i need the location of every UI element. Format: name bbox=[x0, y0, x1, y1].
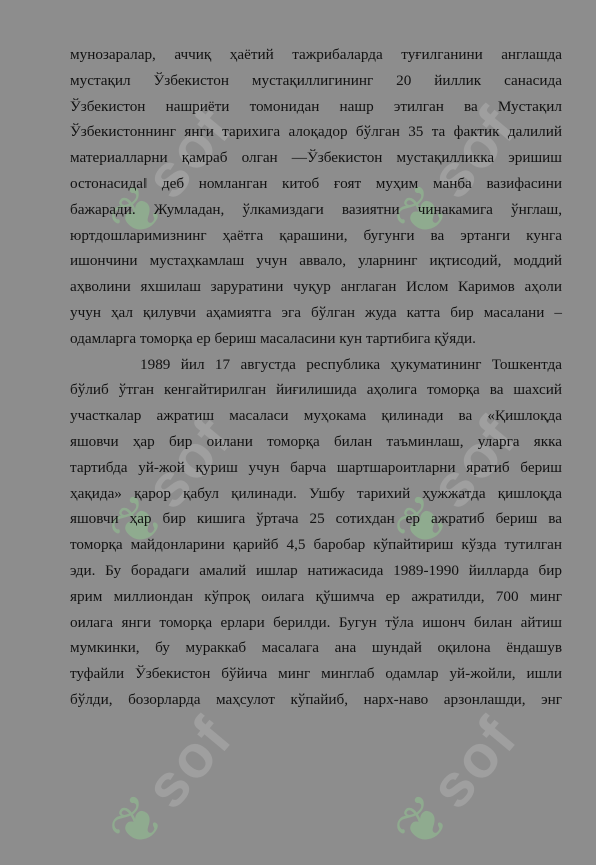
text-line: Ўзбекистон нашриёти томонидан нашр этилган ва Мустақил bbox=[70, 97, 562, 115]
text-line: яшовчи ҳар бир кишига ўртача 25 сотихдан ер ажратиб бериш ва bbox=[70, 510, 562, 528]
watermark-text: sof bbox=[131, 93, 245, 211]
watermark-text: sof bbox=[131, 703, 245, 821]
text-line: участкалар ажратиш масаласи муҳокама қилинади ва «Қишлоқда bbox=[70, 407, 562, 425]
paragraph-1 bbox=[70, 42, 562, 352]
text-line: ярим миллиондан кўпроқ оилага қўшимча ер ажратилди, 700 минг bbox=[70, 587, 562, 605]
text-line: аҳволини яхшилаш заруратини чуқур англаган Ислом Каримов аҳоли bbox=[70, 278, 562, 296]
text-line: ишончини мустаҳкамлаш учун аввало, уларнинг иқтисодий, моддий bbox=[70, 252, 562, 270]
leaf-icon: ❦ bbox=[380, 780, 466, 864]
watermark-text: sof bbox=[416, 703, 530, 821]
text-line: томорқа майдонларини қарийб 4,5 баробар кўпайтириш кўзда тутилган bbox=[70, 536, 562, 554]
text-line: мумкинки, бу мураккаб масалага ана шундай оқилона ёндашув bbox=[70, 639, 562, 657]
page-body bbox=[70, 42, 562, 713]
text-line: Ўзбекистоннинг янги тарихига алоқадор бўлган 35 та фактик далилий bbox=[70, 123, 562, 141]
text-line: остонасида‖ деб номланган китоб ғоят муҳим манба вазифасини bbox=[70, 174, 562, 192]
text-line: яшовчи ҳар бир оилани томорқа билан таъминлаш, уларга якка bbox=[70, 432, 562, 450]
leaf-icon: ❦ bbox=[95, 480, 181, 564]
text-line: мустақил Ўзбекистон мустақиллигининг 20 йиллик санасида bbox=[70, 71, 562, 89]
paragraph-2 bbox=[70, 352, 562, 713]
leaf-icon: ❦ bbox=[380, 480, 466, 564]
watermark bbox=[95, 703, 247, 865]
text-line: материалларни қамраб олган ―Ўзбекистон мустақилликка эришиш bbox=[70, 149, 562, 167]
text-line: юртдошларимизнинг ҳаётга қарашини, бугунги ва эртанги кунга bbox=[70, 226, 562, 244]
text-line: тартибда уй-жой қуриш учун барча шартшароитларни яратиб бериш bbox=[70, 458, 562, 476]
text-line: одамларга томорқа ер бериш масаласини кун тартибига қўяди. bbox=[70, 329, 476, 347]
watermark-text: sof bbox=[131, 403, 245, 521]
leaf-icon: ❦ bbox=[95, 780, 181, 864]
watermark bbox=[380, 703, 532, 865]
text-line: бажаради. Жумладан, ўлкамиздаги вазиятни чинакамига ўнглаш, bbox=[70, 200, 562, 218]
leaf-icon: ❦ bbox=[380, 170, 466, 254]
text-line: эди. Бу борадаги амалий ишлар натижасида 1989-1990 йилларда бир bbox=[70, 561, 562, 579]
watermark-text: sof bbox=[416, 403, 530, 521]
text-line: ҳақида» қарор қабул қилинади. Ушбу тарихий ҳужжатда қишлоқда bbox=[70, 484, 562, 502]
text-line: учун ҳал қилувчи аҳамиятга эга бўлган жуда катта бир масалани – bbox=[70, 303, 562, 321]
text-line: туфайли Ўзбекистон бўйича минг минглаб одамлар уй-жойли, ишли bbox=[70, 665, 562, 683]
watermark-text: sof bbox=[416, 93, 530, 211]
leaf-icon: ❦ bbox=[95, 170, 181, 254]
text-line: оилага янги томорқа ерлари берилди. Бугун тўла ишонч билан айтиш bbox=[70, 613, 562, 631]
text-line: 1989 йил 17 августда республика ҳукуматининг Тошкентда bbox=[140, 355, 562, 373]
text-line: бўлди, бозорларда маҳсулот кўпайиб, нарх-наво арзонлашди, энг bbox=[70, 690, 562, 708]
text-line: мунозаралар, аччиқ ҳаётий тажрибаларда туғилганини англашда bbox=[70, 46, 562, 63]
text-line: бўлиб ўтган кенгайтирилган йиғилишида аҳолига томорқа ва шахсий bbox=[70, 381, 562, 399]
